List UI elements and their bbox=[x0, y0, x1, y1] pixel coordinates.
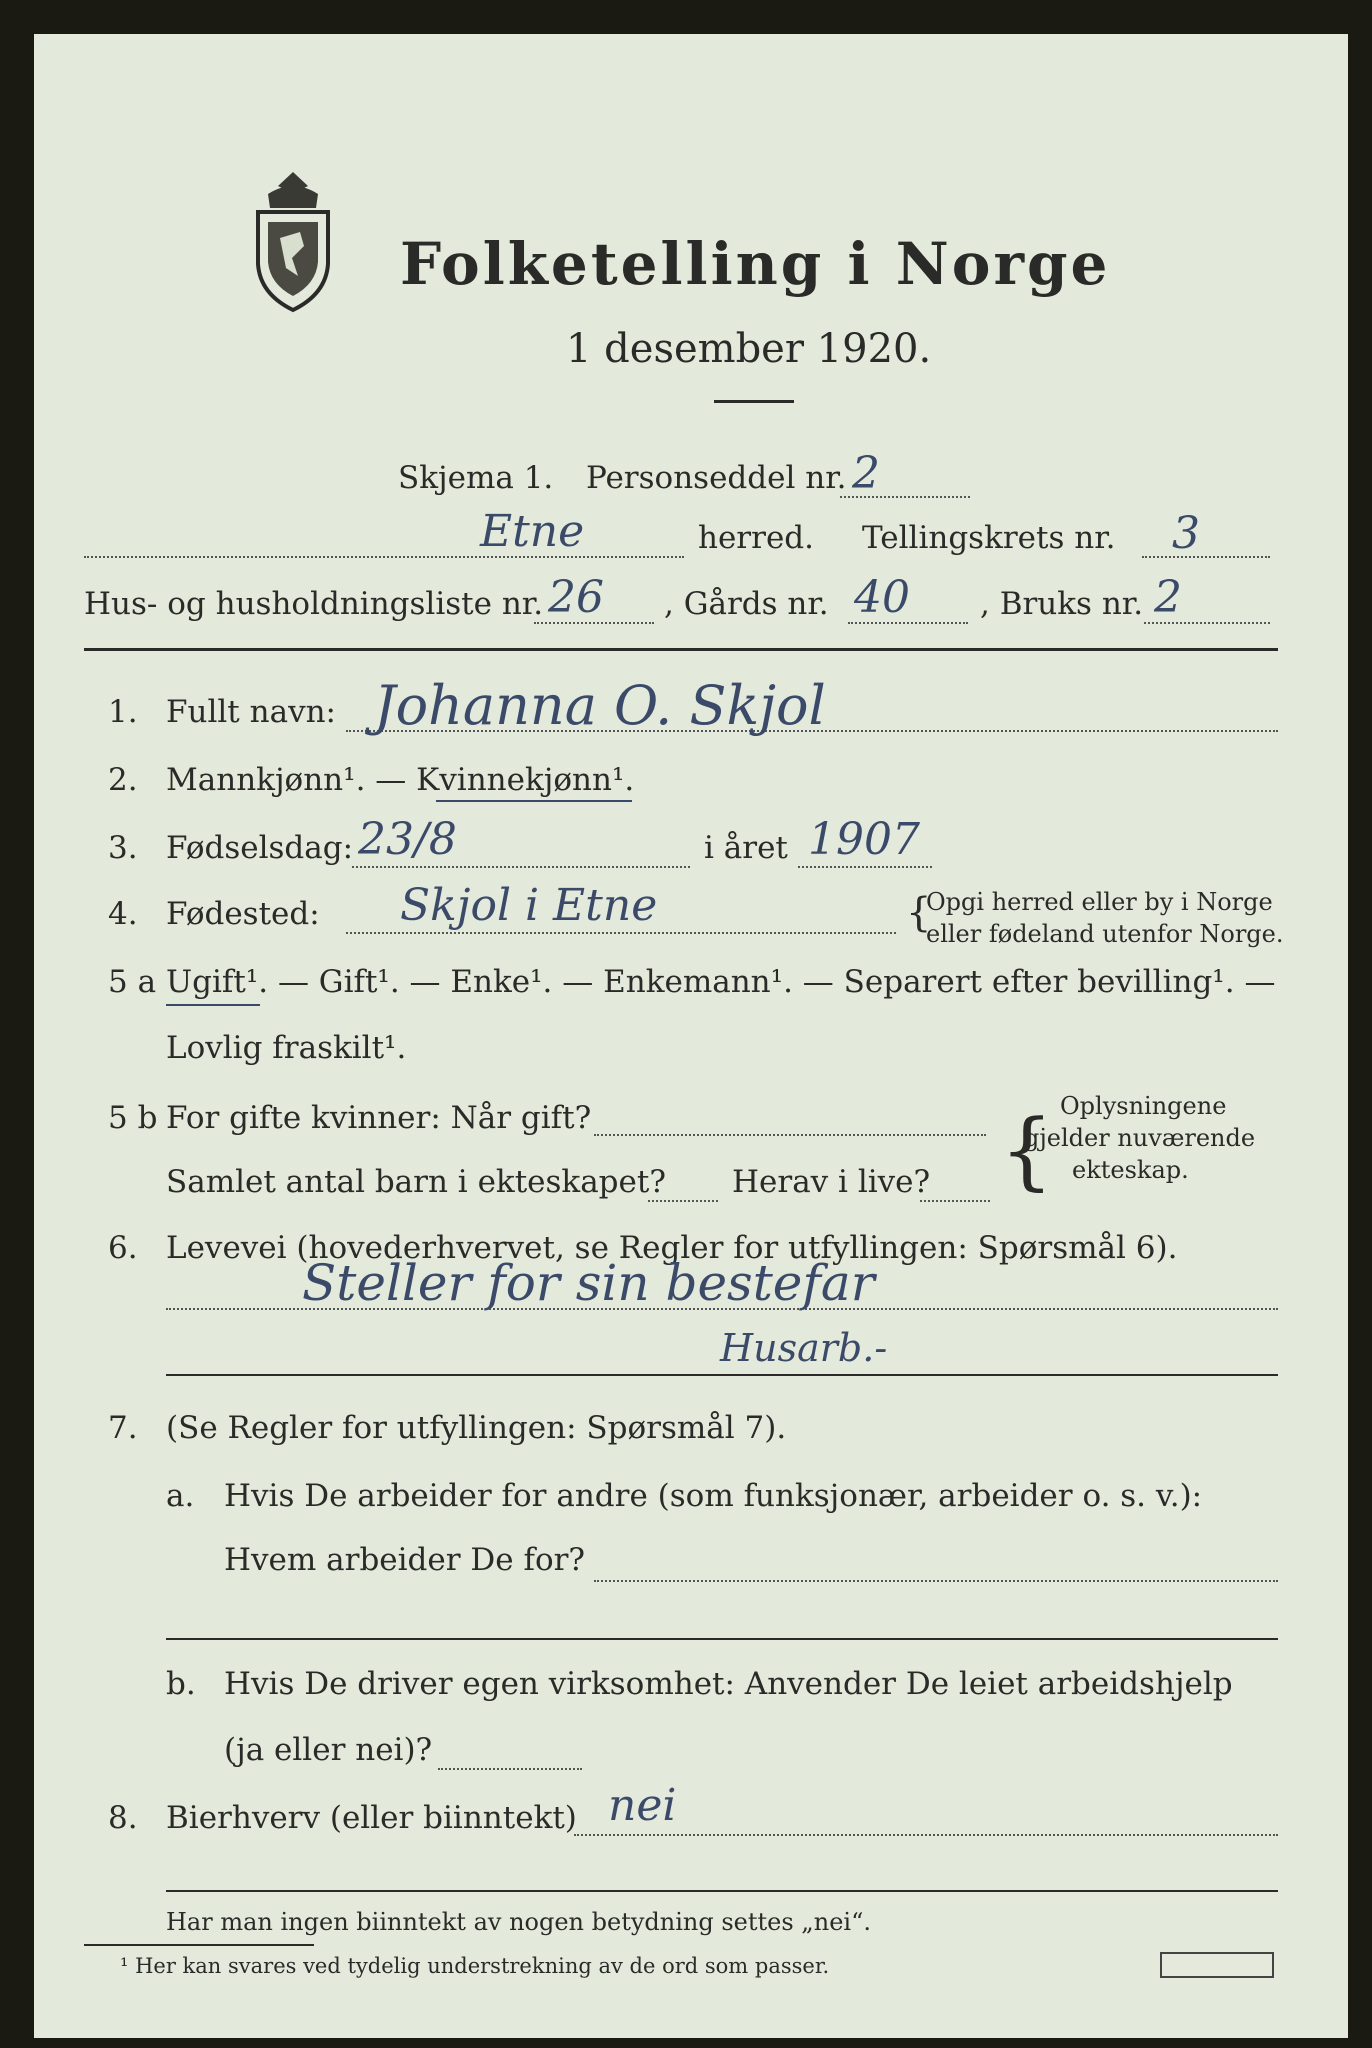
q1-number: 1. bbox=[108, 694, 138, 730]
q4-line bbox=[346, 932, 896, 934]
q8-value: nei bbox=[608, 1780, 677, 1831]
skjema-label: Skjema 1. bbox=[398, 460, 554, 496]
q5a-line-2: Lovlig fraskilt¹. bbox=[166, 1030, 407, 1066]
gards-label: , Gårds nr. bbox=[664, 586, 829, 622]
q3-number: 3. bbox=[108, 830, 138, 866]
q6-value-1: Steller for sin bestefar bbox=[302, 1254, 875, 1312]
q5b-gift-line bbox=[594, 1134, 986, 1136]
census-form bbox=[34, 34, 1348, 2038]
q2-underline bbox=[436, 800, 632, 802]
bruks-value: 2 bbox=[1154, 572, 1182, 623]
q5b-brace: { bbox=[1000, 1101, 1054, 1199]
footnote-divider bbox=[84, 1944, 314, 1946]
herred-line bbox=[84, 556, 684, 558]
q8-line bbox=[574, 1834, 1278, 1836]
q3-line bbox=[352, 866, 690, 868]
q8-label: Bierhverv (eller biinntekt) bbox=[166, 1800, 577, 1836]
form-title: Folketelling i Norge bbox=[400, 230, 1111, 298]
herred-value: Etne bbox=[480, 506, 585, 557]
q4-note-1: Opgi herred eller by i Norge bbox=[926, 888, 1273, 916]
title-divider bbox=[714, 400, 794, 403]
q5b-note-2: gjelder nuværende bbox=[1024, 1124, 1256, 1152]
q8-number: 8. bbox=[108, 1800, 138, 1836]
personseddel-label: Personseddel nr. bbox=[586, 460, 847, 496]
q7-number: 7. bbox=[108, 1410, 138, 1446]
q3-year-line bbox=[798, 866, 932, 868]
printer-stamp-icon bbox=[1160, 1952, 1274, 1978]
q5b-children-label: Samlet antal barn i ekteskapet? bbox=[166, 1164, 666, 1200]
q2-number: 2. bbox=[108, 762, 138, 798]
q3-label: Fødselsdag: bbox=[166, 830, 354, 866]
q2-label: Mannkjønn¹. — Kvinnekjønn¹. bbox=[166, 762, 635, 798]
herred-label: herred. bbox=[698, 520, 814, 556]
q7b-line-2: (ja eller nei)? bbox=[224, 1732, 433, 1768]
q4-brace: { bbox=[906, 890, 932, 936]
q3-year-label: i året bbox=[704, 830, 788, 866]
q7a-answer-line-2 bbox=[166, 1638, 1278, 1640]
q1-value: Johanna O. Skjol bbox=[374, 674, 826, 737]
q5b-number: 5 b bbox=[108, 1100, 158, 1136]
q5b-alive-label: Herav i live? bbox=[732, 1164, 931, 1200]
coat-of-arms-icon bbox=[238, 168, 348, 318]
footer-note: Har man ingen biinntekt av nogen betydning settes „nei“. bbox=[166, 1908, 871, 1936]
q7a-answer-line bbox=[594, 1580, 1278, 1582]
q6-number: 6. bbox=[108, 1230, 138, 1266]
q4-label: Fødested: bbox=[166, 896, 320, 932]
q5b-alive-line bbox=[920, 1200, 990, 1202]
q4-value: Skjol i Etne bbox=[400, 880, 658, 931]
tellingskrets-label: Tellingskrets nr. bbox=[862, 520, 1116, 556]
q5a-number: 5 a bbox=[108, 964, 157, 1000]
q7b-answer-line bbox=[438, 1768, 582, 1770]
q5b-children-line bbox=[648, 1200, 718, 1202]
q7b-line-1: Hvis De driver egen virksomhet: Anvender De leiet arbeidshjelp bbox=[224, 1666, 1233, 1702]
q5b-line-1: For gifte kvinner: Når gift? bbox=[166, 1100, 592, 1136]
q7b-number: b. bbox=[166, 1666, 196, 1702]
q4-note-2: eller fødeland utenfor Norge. bbox=[926, 920, 1284, 948]
personseddel-value: 2 bbox=[852, 448, 880, 499]
bruks-label: , Bruks nr. bbox=[980, 586, 1144, 622]
q6-line-2 bbox=[166, 1374, 1278, 1376]
q6-value-2: Husarb.- bbox=[720, 1326, 888, 1370]
tellingskrets-value: 3 bbox=[1172, 508, 1200, 559]
header-divider bbox=[84, 648, 1278, 651]
q5a-line-1: Ugift¹. — Gift¹. — Enke¹. — Enkemann¹. — Separert efter bevilling¹. — bbox=[166, 964, 1276, 1000]
husliste-label: Hus- og husholdningsliste nr. bbox=[84, 586, 544, 622]
gards-value: 40 bbox=[854, 572, 910, 623]
husliste-value: 26 bbox=[548, 572, 604, 623]
footnote: ¹ Her kan svares ved tydelig understrekning av de ord som passer. bbox=[120, 1954, 830, 1978]
tellingskrets-line bbox=[1142, 556, 1270, 558]
q7a-line-2: Hvem arbeider De for? bbox=[224, 1542, 586, 1578]
q5a-underline bbox=[166, 1004, 260, 1006]
q1-label: Fullt navn: bbox=[166, 694, 336, 730]
q7a-number: a. bbox=[166, 1478, 195, 1514]
q8-line-2 bbox=[166, 1890, 1278, 1892]
q3-value: 23/8 bbox=[358, 814, 457, 865]
census-date: 1 desember 1920. bbox=[566, 326, 932, 372]
q7-label: (Se Regler for utfyllingen: Spørsmål 7). bbox=[166, 1410, 787, 1446]
q7a-line-1: Hvis De arbeider for andre (som funksjonær, arbeider o. s. v.): bbox=[224, 1478, 1203, 1514]
q3-year-value: 1907 bbox=[808, 814, 920, 865]
q5b-note-3: ekteskap. bbox=[1072, 1156, 1189, 1184]
q4-number: 4. bbox=[108, 896, 138, 932]
q6-label: Levevei (hovederhvervet, se Regler for utfyllingen: Spørsmål 6). bbox=[166, 1230, 1178, 1266]
q5b-note-1: Oplysningene bbox=[1060, 1092, 1227, 1120]
